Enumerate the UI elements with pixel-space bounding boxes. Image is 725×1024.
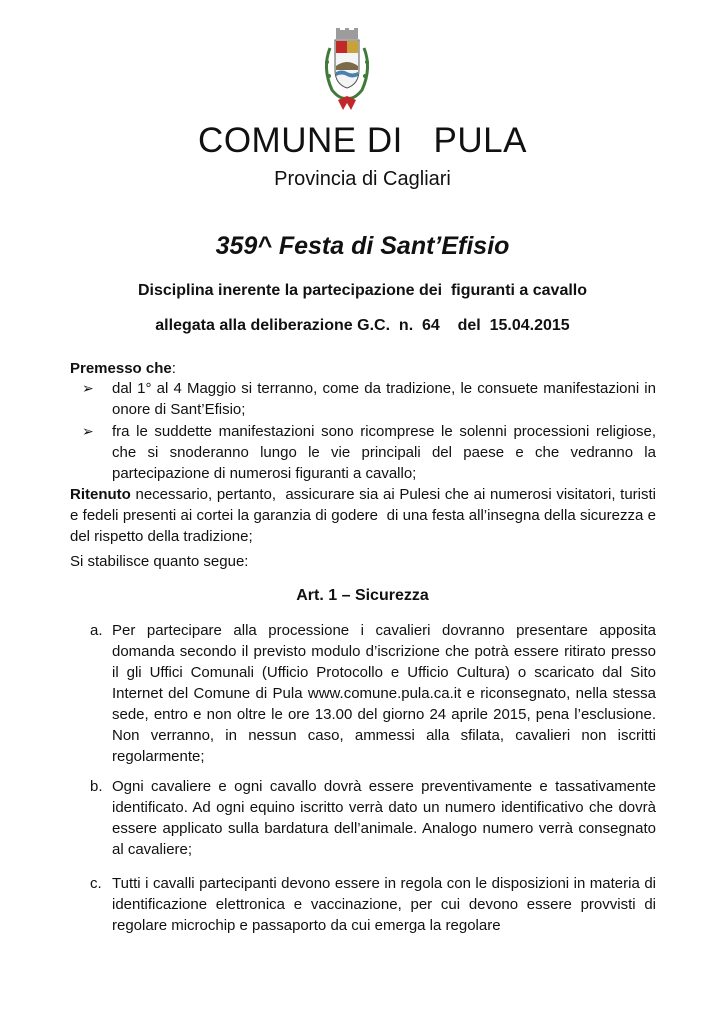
article-item <box>90 776 656 860</box>
heading-line-2: allegata alla deliberazione G.C. n. 64 del 15.04.2015 <box>155 317 570 334</box>
bullet-text: fra le suddette manifestazioni sono ricomprese le solenni processioni religiose, che si snoderanno lungo le vie principali del paese e che vedranno la partecipazione di numerosi figuranti a cavallo; <box>112 423 656 482</box>
province-subtitle: Provincia di Cagliari <box>274 168 451 190</box>
item-letter: a. <box>90 622 103 639</box>
premesso-bullet <box>82 421 656 484</box>
arrow-bullet-icon: ➢ <box>82 423 94 439</box>
ritenuto-label: Ritenuto <box>70 486 131 503</box>
arrow-bullet-icon: ➢ <box>82 380 94 396</box>
bullet-text: dal 1° al 4 Maggio si terranno, come da tradizione, le consuete manifestazioni in onore di Sant’Efisio; <box>112 380 656 418</box>
premesso-label: Premesso che <box>70 360 172 377</box>
event-title: 359^ Festa di Sant’Efisio <box>215 232 510 260</box>
item-text: Tutti i cavalli partecipanti devono essere in regola con le disposizioni in materia di identificazione elettronica e vaccinazione, per cui devono essere provvisti di regolare microchip e passaporto da cui emerga la regolare <box>112 875 656 934</box>
article-item <box>90 873 656 936</box>
ritenuto-paragraph <box>70 484 661 547</box>
municipality-title: COMUNE DI PULA <box>198 121 527 160</box>
item-text: Per partecipare alla processione i cavalieri dovranno presentare apposita domanda secondo il previsto modulo d’iscrizione che potrà essere ritirato presso il gli Uffici Comunali (Ufficio Protocollo e Ufficio Cultura) o scaricato dal Sito Internet del Comune di Pula www.comune.pula.ca.it e riconsegnato, nella stessa sede, entro e non oltre le ore 13.00 del giorno 24 aprile 2015, pena l’esclusione. Non verranno, in nessun caso, ammessi alla sfilata, cavalieri non iscritti regolarmente; <box>112 622 656 765</box>
heading-line-1: Disciplina inerente la partecipazione dei figuranti a cavallo <box>137 282 588 299</box>
article-item <box>90 620 656 767</box>
ritenuto-text: necessario, pertanto, assicurare sia ai Pulesi che ai numerosi visitatori, turisti e fedeli presenti ai cortei la garanzia di godere di una festa all’insegna della sicurezza e del rispetto della tradizione; <box>70 486 661 545</box>
article-1-title: Art. 1 – Sicurezza <box>296 587 429 604</box>
premesso-colon: : <box>171 360 176 377</box>
item-letter: c. <box>90 875 102 892</box>
coat-of-arms-icon <box>318 28 376 112</box>
stabilisce-line: Si stabilisce quanto segue: <box>70 553 249 570</box>
premesso-bullet <box>82 378 656 420</box>
item-letter: b. <box>90 778 103 795</box>
item-text: Ogni cavaliere e ogni cavallo dovrà essere preventivamente e tassativamente identificato. Ad ogni equino iscritto verrà dato un numero identificativo che dovrà essere applicato sulla bardatura dell’animale. Analogo numero verrà consegnato al cavaliere; <box>112 778 656 858</box>
premesso-heading <box>70 358 656 379</box>
